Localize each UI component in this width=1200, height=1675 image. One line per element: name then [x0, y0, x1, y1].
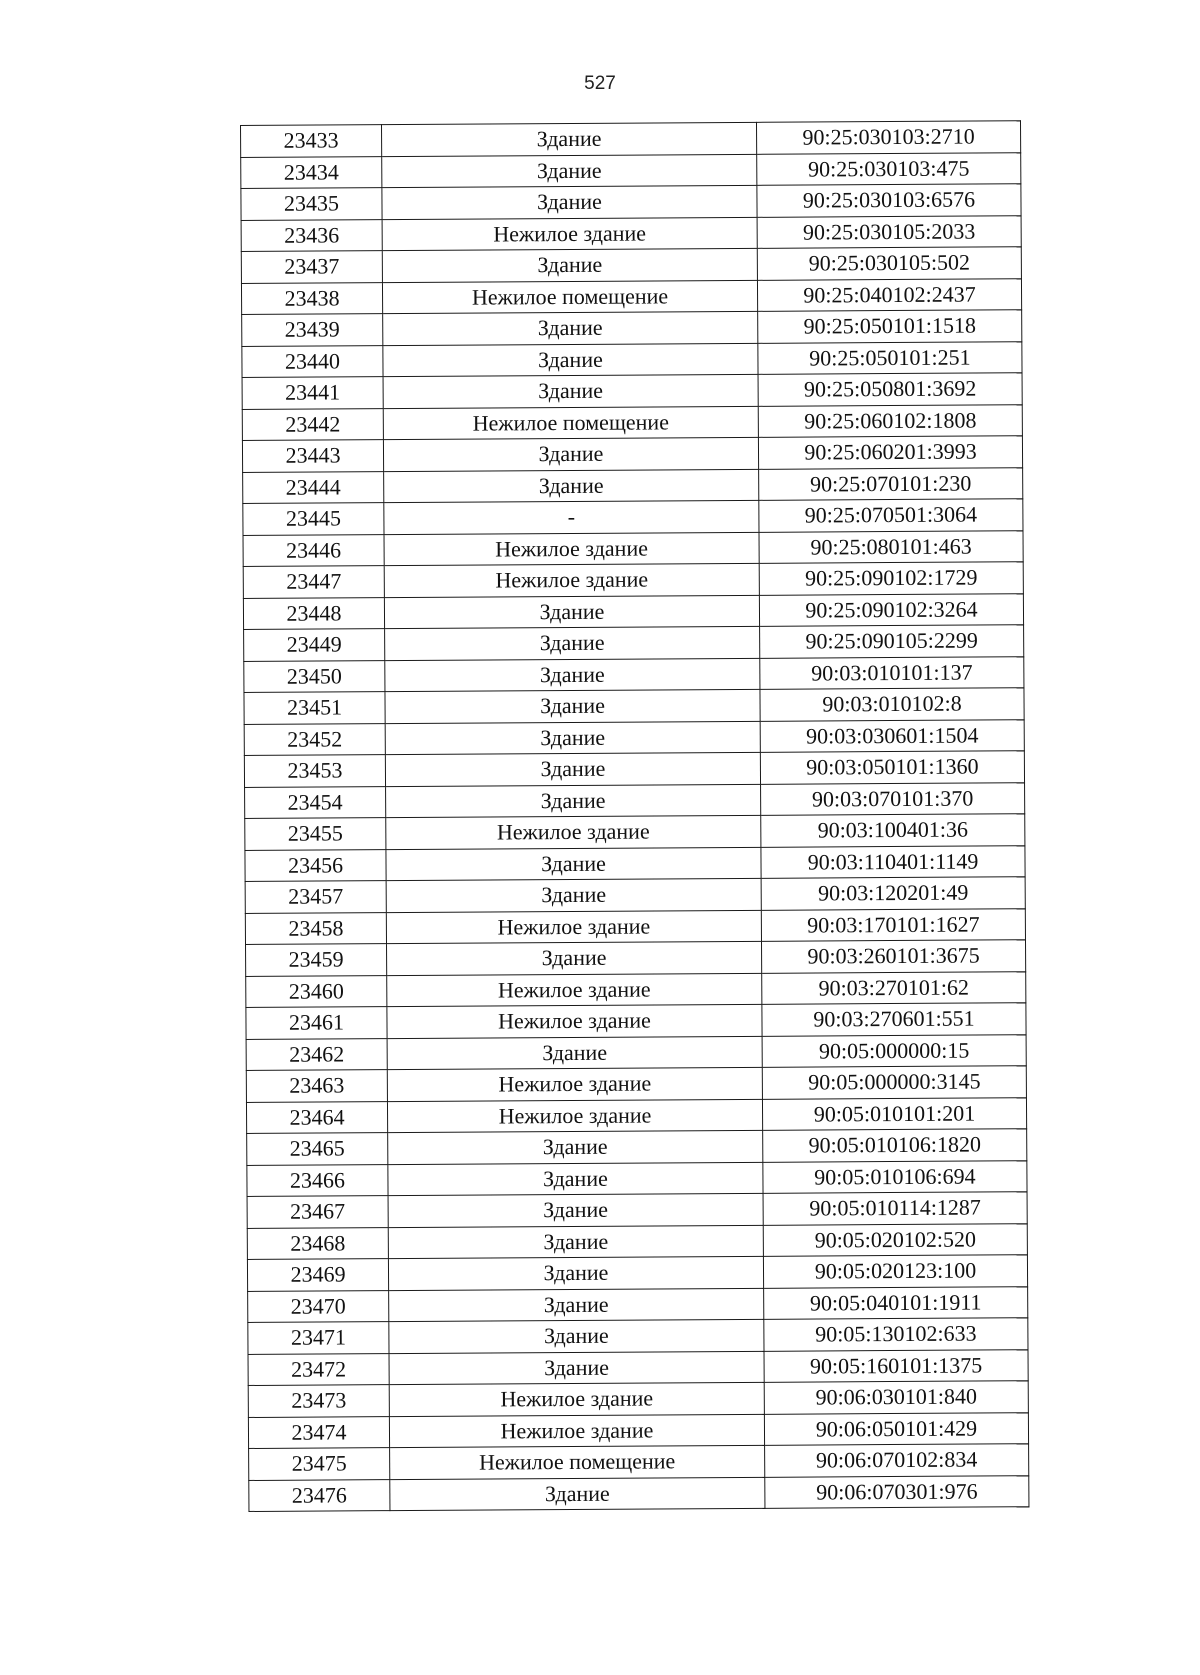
cadastral-number-cell: 90:05:130102:633 — [764, 1318, 1028, 1351]
table-row — [244, 719, 1024, 755]
object-type-cell: Здание — [389, 1351, 764, 1385]
table-row — [241, 121, 1021, 157]
row-number-cell: 23439 — [242, 314, 383, 346]
row-number-cell: 23473 — [248, 1385, 389, 1417]
object-type-cell: Здание — [388, 1225, 763, 1259]
object-type-cell: Здание — [385, 721, 760, 755]
table-row — [244, 656, 1024, 692]
row-number-cell: 23451 — [244, 692, 385, 724]
table-row — [243, 499, 1023, 535]
row-number-cell: 23476 — [249, 1479, 390, 1511]
object-type-cell: Здание — [385, 752, 760, 786]
row-number-cell: 23459 — [246, 944, 387, 976]
row-number-cell: 23444 — [243, 471, 384, 503]
row-number-cell: 23450 — [244, 660, 385, 692]
table-row — [241, 247, 1021, 283]
table-row — [246, 940, 1026, 976]
object-type-cell: Нежилое здание — [389, 1414, 764, 1448]
table-row — [243, 562, 1023, 598]
object-type-cell: Нежилое здание — [387, 1004, 762, 1038]
object-type-cell: Здание — [386, 847, 761, 881]
cadastral-number-cell: 90:03:260101:3675 — [761, 940, 1025, 973]
table-row — [241, 184, 1021, 220]
cadastral-number-cell: 90:05:020102:520 — [763, 1223, 1027, 1256]
table-row — [246, 1003, 1026, 1039]
table-row — [244, 688, 1024, 724]
cadastral-number-cell: 90:25:070501:3064 — [759, 499, 1023, 532]
table-row — [243, 467, 1023, 503]
cadastral-number-cell: 90:25:090102:1729 — [759, 562, 1023, 595]
table-row — [242, 436, 1022, 472]
row-number-cell: 23433 — [241, 125, 382, 157]
object-type-cell: - — [384, 500, 759, 534]
cadastral-number-cell: 90:03:050101:1360 — [760, 751, 1024, 784]
table-row — [249, 1475, 1029, 1511]
object-type-cell: Нежилое здание — [384, 532, 759, 566]
object-type-cell: Нежилое помещение — [383, 406, 758, 440]
row-number-cell: 23468 — [247, 1227, 388, 1259]
row-number-cell: 23456 — [245, 849, 386, 881]
object-type-cell: Здание — [388, 1162, 763, 1196]
cadastral-number-cell: 90:03:010101:137 — [760, 656, 1024, 689]
table-row — [247, 1129, 1027, 1165]
cadastral-number-cell: 90:06:050101:429 — [764, 1412, 1028, 1445]
object-type-cell: Здание — [389, 1319, 764, 1353]
cadastral-number-cell: 90:25:090105:2299 — [760, 625, 1024, 658]
registry-table — [240, 120, 1029, 1512]
object-type-cell: Здание — [383, 343, 758, 377]
object-type-cell: Нежилое здание — [389, 1382, 764, 1416]
object-type-cell: Нежилое помещение — [390, 1445, 765, 1479]
object-type-cell: Здание — [388, 1256, 763, 1290]
row-number-cell: 23475 — [249, 1448, 390, 1480]
object-type-cell: Нежилое здание — [387, 1067, 762, 1101]
row-number-cell: 23445 — [243, 503, 384, 535]
cadastral-number-cell: 90:25:030105:502 — [757, 247, 1021, 280]
row-number-cell: 23472 — [248, 1353, 389, 1385]
cadastral-number-cell: 90:03:270101:62 — [762, 971, 1026, 1004]
table-row — [248, 1286, 1028, 1322]
object-type-cell: Здание — [390, 1477, 765, 1511]
cadastral-number-cell: 90:25:030103:475 — [757, 152, 1021, 185]
row-number-cell: 23446 — [243, 534, 384, 566]
object-type-cell: Нежилое здание — [382, 217, 757, 251]
table-row — [248, 1349, 1028, 1385]
cadastral-number-cell: 90:25:060102:1808 — [758, 404, 1022, 437]
row-number-cell: 23447 — [243, 566, 384, 598]
object-type-cell: Здание — [388, 1193, 763, 1227]
row-number-cell: 23467 — [247, 1196, 388, 1228]
cadastral-number-cell: 90:03:030601:1504 — [760, 719, 1024, 752]
table-row — [247, 1255, 1027, 1291]
table-row — [244, 625, 1024, 661]
table-row — [242, 310, 1022, 346]
row-number-cell: 23462 — [246, 1038, 387, 1070]
row-number-cell: 23466 — [247, 1164, 388, 1196]
row-number-cell: 23452 — [244, 723, 385, 755]
table-row — [248, 1381, 1028, 1417]
table-row — [247, 1192, 1027, 1228]
object-type-cell: Здание — [383, 437, 758, 471]
row-number-cell: 23471 — [248, 1322, 389, 1354]
cadastral-number-cell: 90:05:160101:1375 — [764, 1349, 1028, 1382]
table-row — [244, 751, 1024, 787]
cadastral-number-cell: 90:06:030101:840 — [764, 1381, 1028, 1414]
table-row — [246, 1066, 1026, 1102]
page-number: 527 — [584, 73, 616, 94]
row-number-cell: 23438 — [241, 282, 382, 314]
table-row — [247, 1223, 1027, 1259]
object-type-cell: Здание — [382, 122, 757, 156]
table-row — [241, 152, 1021, 188]
table-row — [241, 278, 1021, 314]
cadastral-number-cell: 90:06:070301:976 — [765, 1475, 1029, 1508]
object-type-cell: Здание — [387, 1036, 762, 1070]
object-type-cell: Здание — [384, 595, 759, 629]
row-number-cell: 23448 — [243, 597, 384, 629]
row-number-cell: 23461 — [246, 1007, 387, 1039]
object-type-cell: Здание — [387, 941, 762, 975]
row-number-cell: 23454 — [245, 786, 386, 818]
object-type-cell: Здание — [386, 878, 761, 912]
table-row — [248, 1318, 1028, 1354]
table-row — [245, 908, 1025, 944]
table-row — [245, 845, 1025, 881]
cadastral-number-cell: 90:05:020123:100 — [763, 1255, 1027, 1288]
cadastral-number-cell: 90:25:040102:2437 — [757, 278, 1021, 311]
cadastral-number-cell: 90:03:100401:36 — [761, 814, 1025, 847]
row-number-cell: 23449 — [244, 629, 385, 661]
table-row — [246, 1097, 1026, 1133]
object-type-cell: Здание — [384, 469, 759, 503]
object-type-cell: Здание — [385, 626, 760, 660]
cadastral-number-cell: 90:03:110401:1149 — [761, 845, 1025, 878]
table-row — [243, 530, 1023, 566]
row-number-cell: 23463 — [246, 1070, 387, 1102]
object-type-cell: Нежилое здание — [386, 815, 761, 849]
cadastral-number-cell: 90:25:080101:463 — [759, 530, 1023, 563]
object-type-cell: Нежилое здание — [387, 1099, 762, 1133]
object-type-cell: Здание — [386, 784, 761, 818]
cadastral-number-cell: 90:05:000000:15 — [762, 1034, 1026, 1067]
cadastral-number-cell: 90:25:090102:3264 — [759, 593, 1023, 626]
cadastral-number-cell: 90:25:030105:2033 — [757, 215, 1021, 248]
cadastral-number-cell: 90:25:070101:230 — [759, 467, 1023, 500]
object-type-cell: Здание — [382, 248, 757, 282]
object-type-cell: Нежилое помещение — [382, 280, 757, 314]
cadastral-number-cell: 90:25:060201:3993 — [758, 436, 1022, 469]
cadastral-number-cell: 90:25:030103:2710 — [756, 121, 1020, 154]
row-number-cell: 23436 — [241, 219, 382, 251]
row-number-cell: 23465 — [247, 1133, 388, 1165]
table-row — [242, 373, 1022, 409]
cadastral-number-cell: 90:03:120201:49 — [761, 877, 1025, 910]
row-number-cell: 23441 — [242, 377, 383, 409]
row-number-cell: 23464 — [246, 1101, 387, 1133]
object-type-cell: Здание — [383, 374, 758, 408]
object-type-cell: Здание — [382, 154, 757, 188]
cadastral-number-cell: 90:05:040101:1911 — [764, 1286, 1028, 1319]
row-number-cell: 23455 — [245, 818, 386, 850]
row-number-cell: 23469 — [247, 1259, 388, 1291]
cadastral-number-cell: 90:05:010101:201 — [762, 1097, 1026, 1130]
cadastral-number-cell: 90:25:050101:251 — [758, 341, 1022, 374]
row-number-cell: 23440 — [242, 345, 383, 377]
cadastral-number-cell: 90:05:010106:1820 — [763, 1129, 1027, 1162]
cadastral-number-cell: 90:03:270601:551 — [762, 1003, 1026, 1036]
object-type-cell: Здание — [388, 1130, 763, 1164]
table-body — [241, 121, 1029, 1512]
cadastral-number-cell: 90:25:050101:1518 — [758, 310, 1022, 343]
table-row — [242, 404, 1022, 440]
object-type-cell: Здание — [385, 689, 760, 723]
cadastral-number-cell: 90:05:010106:694 — [763, 1160, 1027, 1193]
row-number-cell: 23470 — [248, 1290, 389, 1322]
cadastral-number-cell: 90:06:070102:834 — [765, 1444, 1029, 1477]
row-number-cell: 23442 — [242, 408, 383, 440]
table-row — [246, 971, 1026, 1007]
row-number-cell: 23457 — [245, 881, 386, 913]
table-row — [245, 782, 1025, 818]
table-row — [248, 1412, 1028, 1448]
row-number-cell: 23453 — [244, 755, 385, 787]
object-type-cell: Здание — [385, 658, 760, 692]
table-row — [246, 1034, 1026, 1070]
table-row — [249, 1444, 1029, 1480]
table-row — [247, 1160, 1027, 1196]
object-type-cell: Здание — [389, 1288, 764, 1322]
cadastral-number-cell: 90:03:010102:8 — [760, 688, 1024, 721]
row-number-cell: 23434 — [241, 156, 382, 188]
cadastral-number-cell: 90:25:050801:3692 — [758, 373, 1022, 406]
cadastral-number-cell: 90:05:000000:3145 — [762, 1066, 1026, 1099]
object-type-cell: Нежилое здание — [387, 973, 762, 1007]
row-number-cell: 23443 — [242, 440, 383, 472]
row-number-cell: 23435 — [241, 188, 382, 220]
table-row — [243, 593, 1023, 629]
row-number-cell: 23474 — [248, 1416, 389, 1448]
object-type-cell: Здание — [383, 311, 758, 345]
cadastral-number-cell: 90:03:170101:1627 — [761, 908, 1025, 941]
row-number-cell: 23460 — [246, 975, 387, 1007]
cadastral-number-cell: 90:03:070101:370 — [761, 782, 1025, 815]
object-type-cell: Здание — [382, 185, 757, 219]
row-number-cell: 23458 — [245, 912, 386, 944]
table-row — [245, 814, 1025, 850]
object-type-cell: Нежилое здание — [384, 563, 759, 597]
cadastral-number-cell: 90:25:030103:6576 — [757, 184, 1021, 217]
row-number-cell: 23437 — [241, 251, 382, 283]
object-type-cell: Нежилое здание — [386, 910, 761, 944]
table-row — [245, 877, 1025, 913]
table-row — [241, 215, 1021, 251]
cadastral-number-cell: 90:05:010114:1287 — [763, 1192, 1027, 1225]
table-row — [242, 341, 1022, 377]
